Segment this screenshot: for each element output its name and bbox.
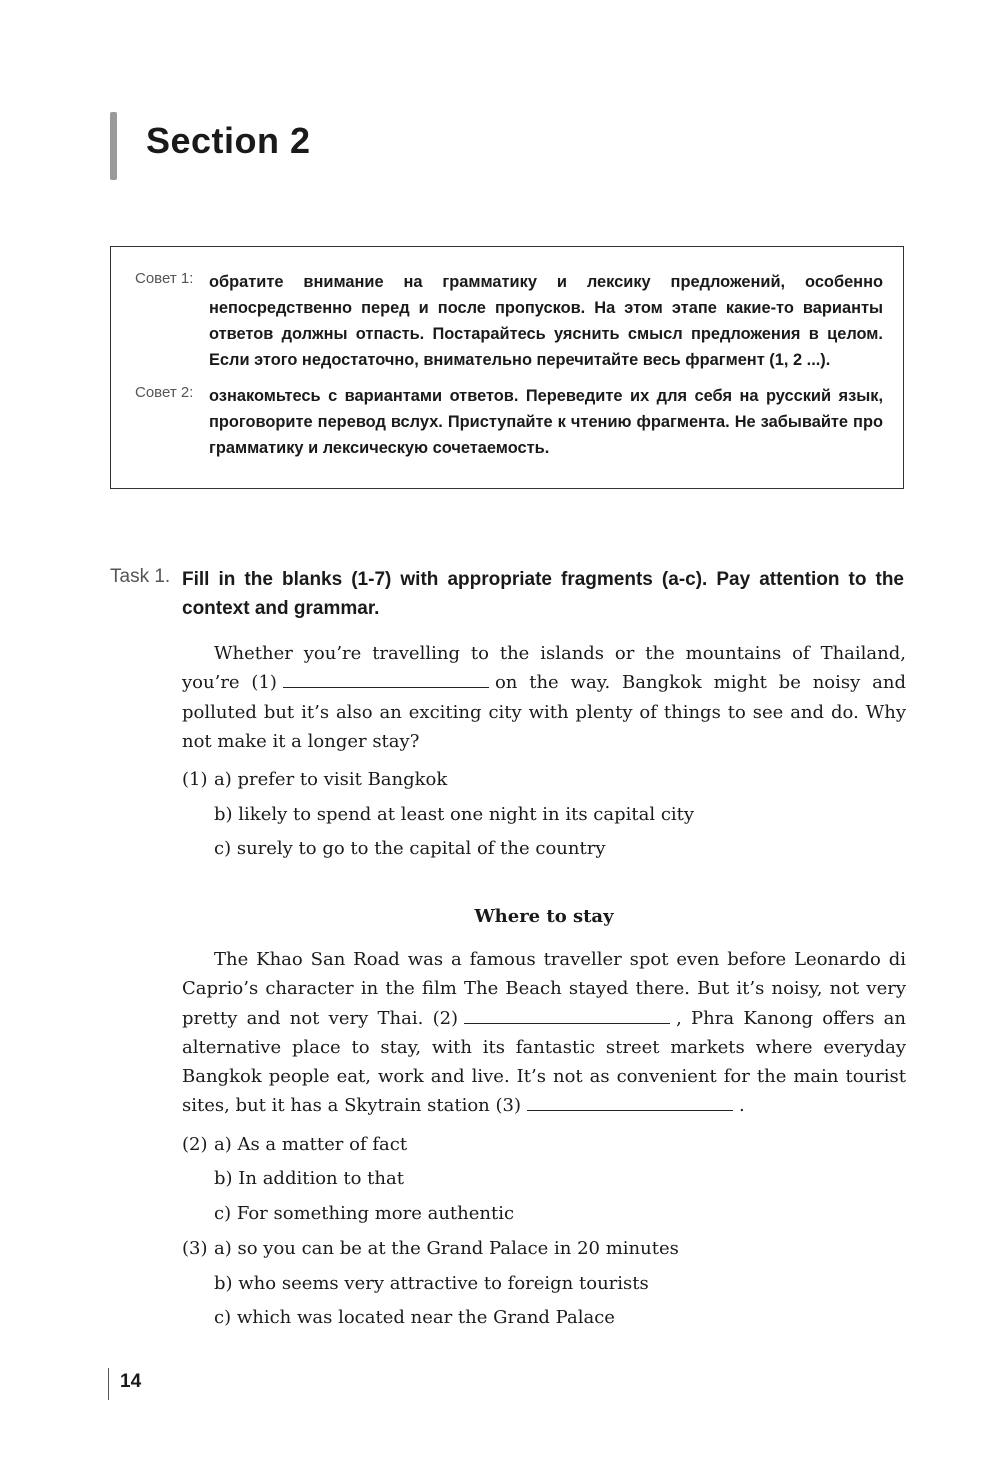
section-marker-bar	[110, 112, 117, 180]
tip-2-label: Совет 2:	[135, 384, 194, 401]
tips-box	[110, 246, 904, 489]
blank-3[interactable]	[527, 1092, 733, 1111]
option-1a[interactable]: a) prefer to visit Bangkok	[214, 769, 448, 790]
paragraph-2	[182, 945, 906, 1121]
tip-1	[135, 269, 883, 373]
section-title: Section 2	[146, 120, 311, 161]
paragraph-2-part-1: The Khao San Road was a famous traveller spot even before Leonardo di Caprio’s character in the film The Beach stayed there. But it’s noisy, not very pretty and not very Thai. (2)	[182, 949, 906, 1029]
option-3c[interactable]: c) which was located near the Grand Palace	[214, 1307, 615, 1328]
option-3b[interactable]: b) who seems very attractive to foreign tourists	[214, 1273, 649, 1294]
task-instruction: Fill in the blanks (1-7) with appropriate fragments (a-c). Pay attention to the context and grammar.	[182, 569, 904, 619]
paragraph-1	[182, 639, 906, 756]
tip-1-text: обратите внимание на грамматику и лексику предложений, особенно непосредственно перед и после пропусков. На этом этапе какие-то варианты ответов должны отпасть. Постарайтесь уяснить смысл предложения в целом. Если этого недостаточно, внимательно перечитайте весь фрагмент (1, 2 ...).	[209, 273, 883, 369]
task-label: Task 1.	[110, 566, 171, 587]
tip-2	[135, 383, 883, 461]
option-2b[interactable]: b) In addition to that	[214, 1168, 404, 1189]
option-1b[interactable]: b) likely to spend at least one night in its capital city	[214, 804, 695, 825]
tip-1-label: Совет 1:	[135, 270, 194, 287]
paragraph-2-part-3: .	[738, 1095, 745, 1117]
footer-divider	[108, 1368, 109, 1400]
option-group-1-number: (1)	[182, 769, 208, 790]
paragraph-1-part-2: on the way. Bangkok might be noisy and polluted but it’s also an exciting city with plenty of things to see and do. Why not make it a longer stay?	[182, 672, 906, 752]
paragraph-1-part-1: Whether you’re travelling to the islands or the mountains of Thailand, you’re (1)	[182, 643, 906, 694]
option-3a[interactable]: a) so you can be at the Grand Palace in 20 minutes	[214, 1238, 679, 1259]
paragraph-2-part-2: , Phra Kanong offers an alternative place to stay, with its fantastic street markets where everyday Bangkok people eat, work and live. It’s not as convenient for the main tourist sites, but it has a Skytrain station (3)	[182, 1007, 906, 1117]
option-1c[interactable]: c) surely to go to the capital of the country	[214, 838, 606, 859]
option-2c[interactable]: c) For something more authentic	[214, 1203, 515, 1224]
subheading: Where to stay	[474, 906, 614, 927]
option-group-3-number: (3)	[182, 1238, 208, 1259]
blank-2[interactable]	[464, 1005, 670, 1024]
page-number: 14	[120, 1371, 142, 1392]
blank-1[interactable]	[283, 669, 489, 688]
tip-2-text: ознакомьтесь с вариантами ответов. Переведите их для себя на русский язык, проговорите перевод вслух. Приступайте к чтению фрагмента. Не забывайте про грамматику и лексическую сочетаемость.	[209, 387, 883, 457]
option-2a[interactable]: a) As a matter of fact	[214, 1134, 408, 1155]
option-group-2-number: (2)	[182, 1134, 208, 1155]
